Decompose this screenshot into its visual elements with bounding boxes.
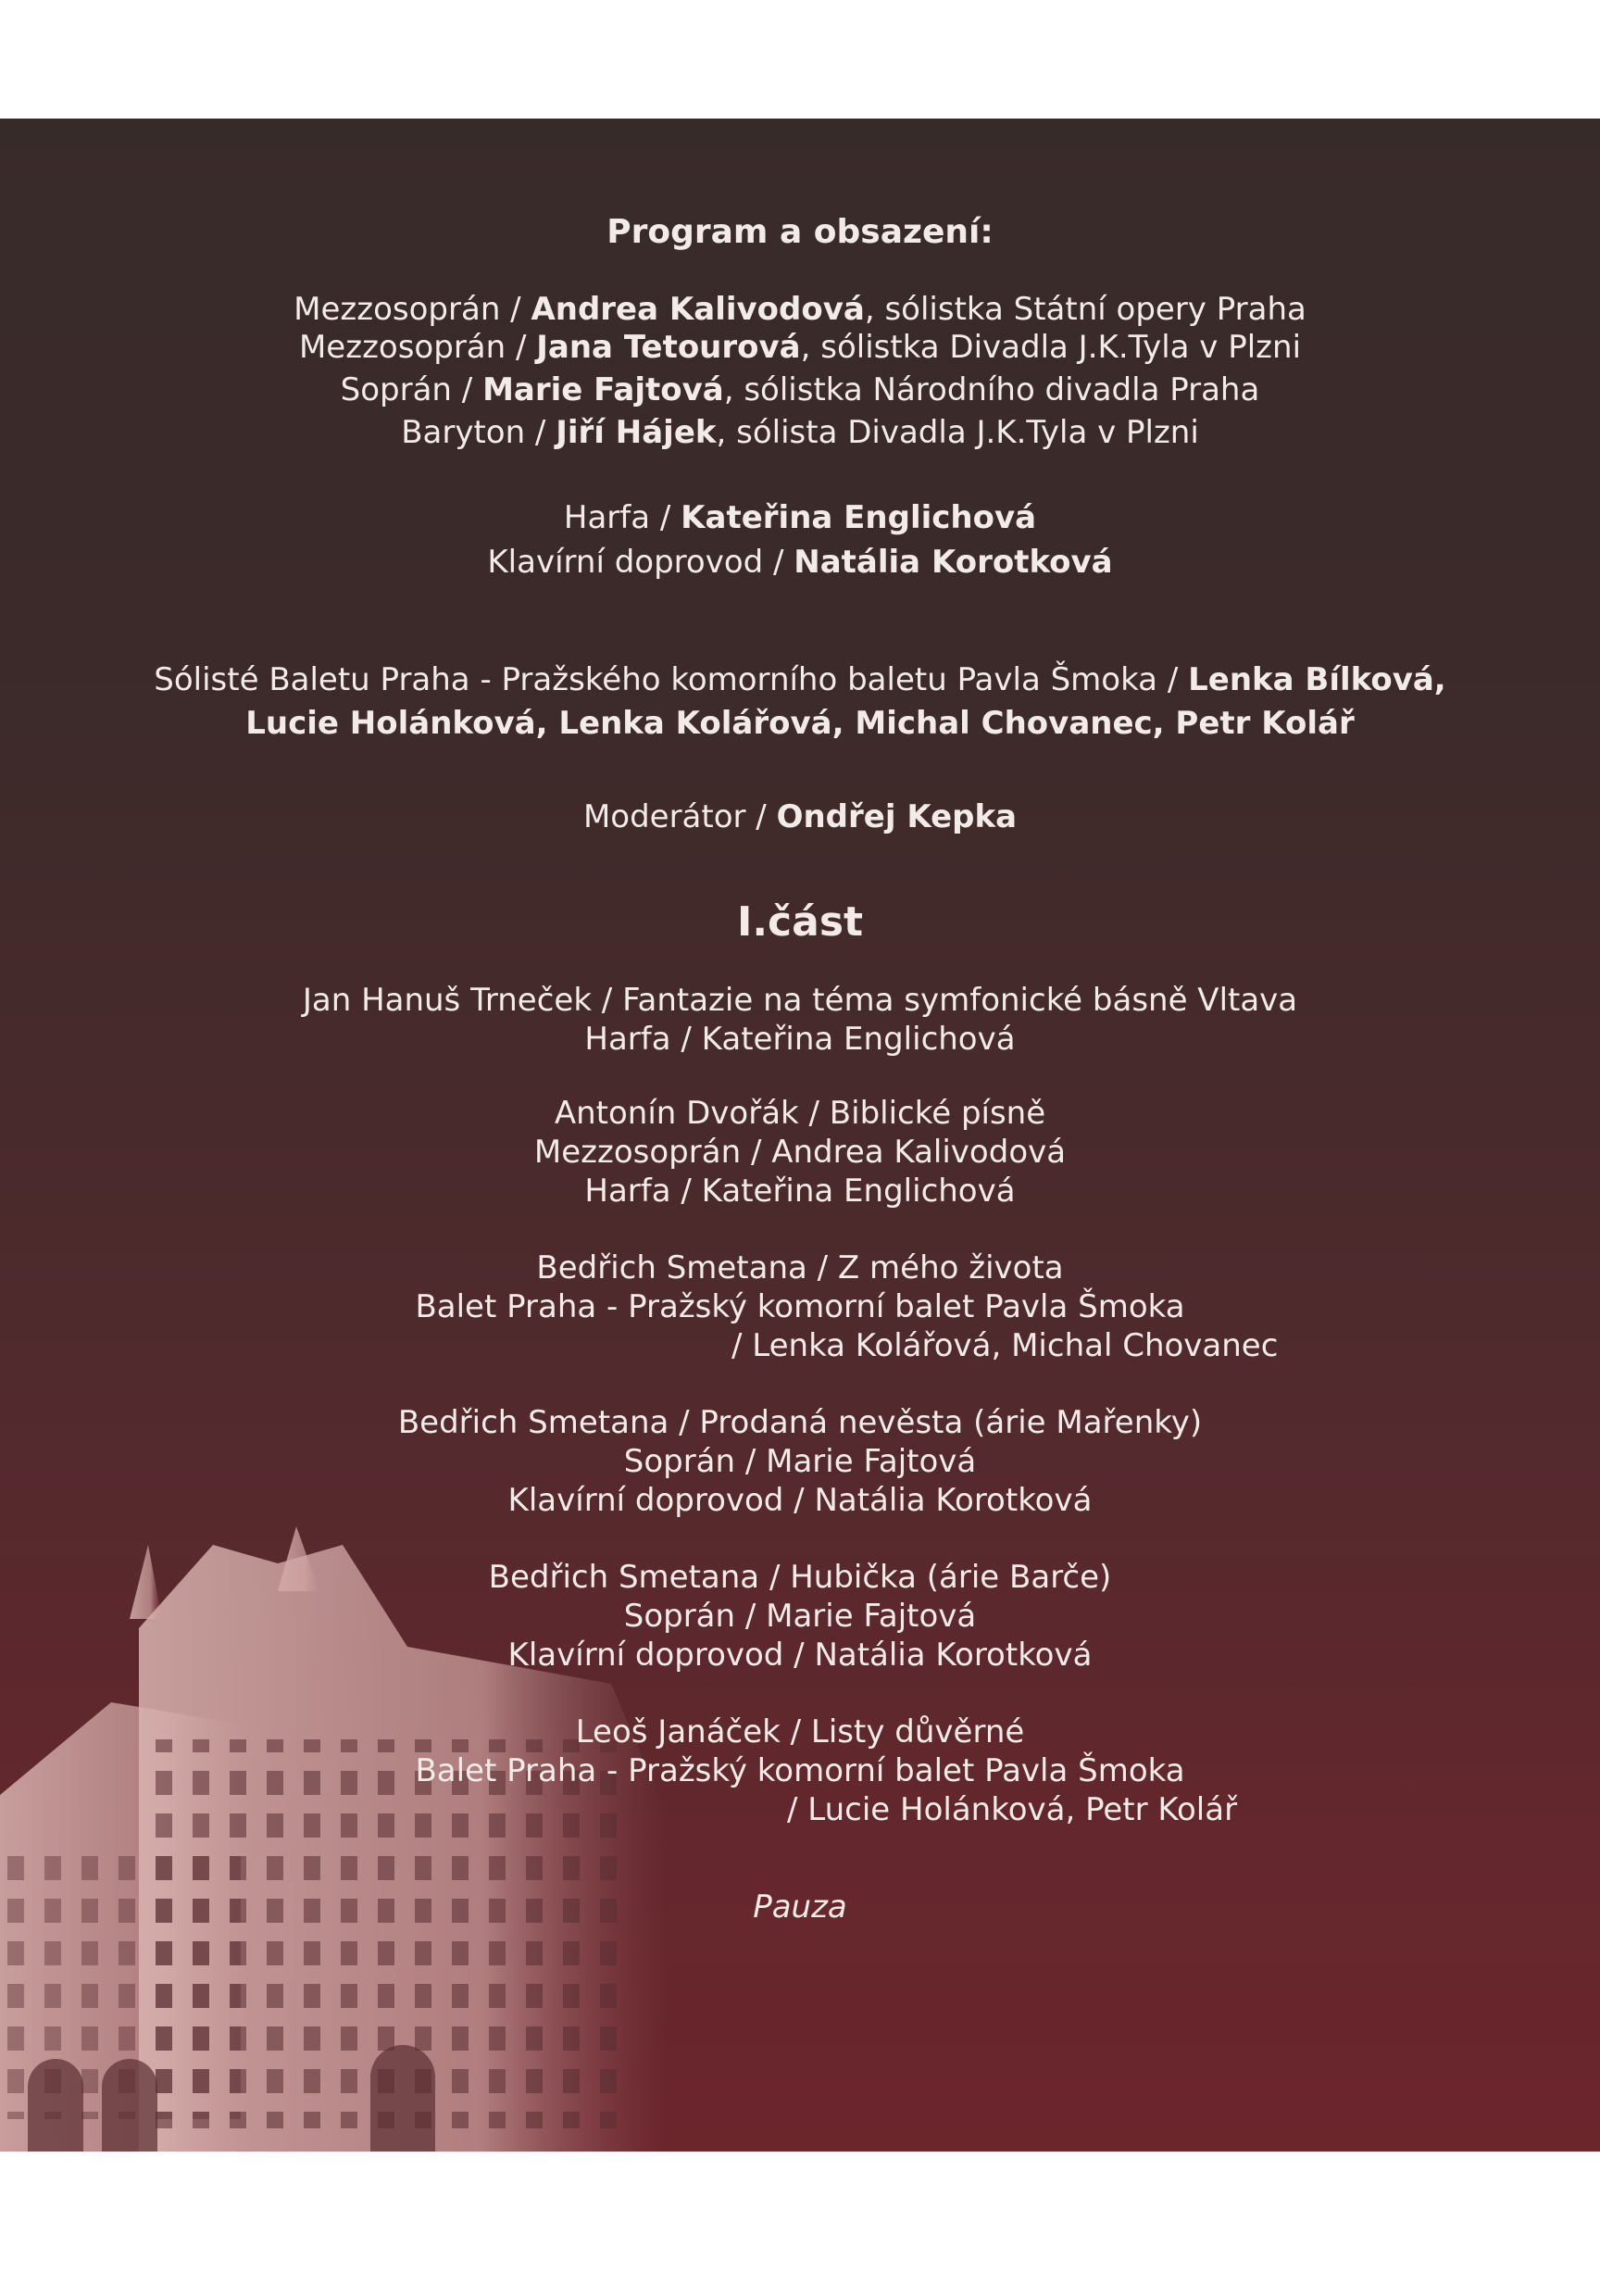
ballet-names: Lucie Holánková, Lenka Kolářová, Michal Chovanec, Petr Kolář [245,705,1355,742]
cast-line: Mezzosoprán / Jana Tetourová, sólistka Divadla J.K.Tyla v Plzni [298,329,1302,366]
moderator-line: Moderátor / Ondřej Kepka [582,798,1018,835]
cast-line: Baryton / Jiří Hájek, sólista Divadla J.K.Tyla v Plzni [401,414,1199,451]
program-item-line: Antonín Dvořák / Biblické písně [554,1095,1046,1132]
program-item-line: Soprán / Marie Fajtová [623,1443,977,1480]
program-item-line: Klavírní doprovod / Natália Korotková [507,1637,1093,1674]
program-item-line: Bedřich Smetana / Z mého života [536,1249,1064,1286]
program-item-line: Bedřich Smetana / Hubička (árie Barče) [488,1559,1112,1596]
program-item-line: Jan Hanuš Trneček / Fantazie na téma symfonické básně Vltava [302,982,1298,1019]
program-item-line: / Lenka Kolářová, Michal Chovanec [731,1327,1279,1364]
program-item-line: Balet Praha - Pražský komorní balet Pavla Šmoka [415,1288,1185,1325]
program-item-line: Leoš Janáček / Listy důvěrné [575,1713,1025,1750]
program-item-line: Mezzosoprán / Andrea Kalivodová [533,1134,1067,1171]
program-item-line: Soprán / Marie Fajtová [623,1598,977,1635]
cast-line: Mezzosoprán / Andrea Kalivodová, sólistka Státní opery Praha [294,291,1306,328]
pause-label: Pauza [753,1888,847,1926]
program-item-line: Bedřich Smetana / Prodaná nevěsta (árie Mařenky) [397,1404,1203,1441]
part-title: I.část [736,898,864,946]
program-item-line: / Lucie Holánková, Petr Kolář [787,1791,1238,1828]
program-item-line: Harfa / Kateřina Englichová [584,1021,1016,1058]
cast-line: Harfa / Kateřina Englichová [563,499,1037,536]
cast-line: Klavírní doprovod / Natália Korotková [487,544,1113,581]
program-item-line: Klavírní doprovod / Natália Korotková [507,1482,1093,1519]
cast-line: Soprán / Marie Fajtová, sólistka Národního divadla Praha [340,371,1260,408]
program-panel [0,119,1600,2152]
ballet-line: Sólisté Baletu Praha - Pražského komorního baletu Pavla Šmoka / Lenka Bílková, [154,661,1446,698]
program-item-line: Balet Praha - Pražský komorní balet Pavla Šmoka [415,1752,1185,1789]
program-heading: Program a obsazení: [606,213,994,251]
program-item-line: Harfa / Kateřina Englichová [584,1173,1016,1210]
